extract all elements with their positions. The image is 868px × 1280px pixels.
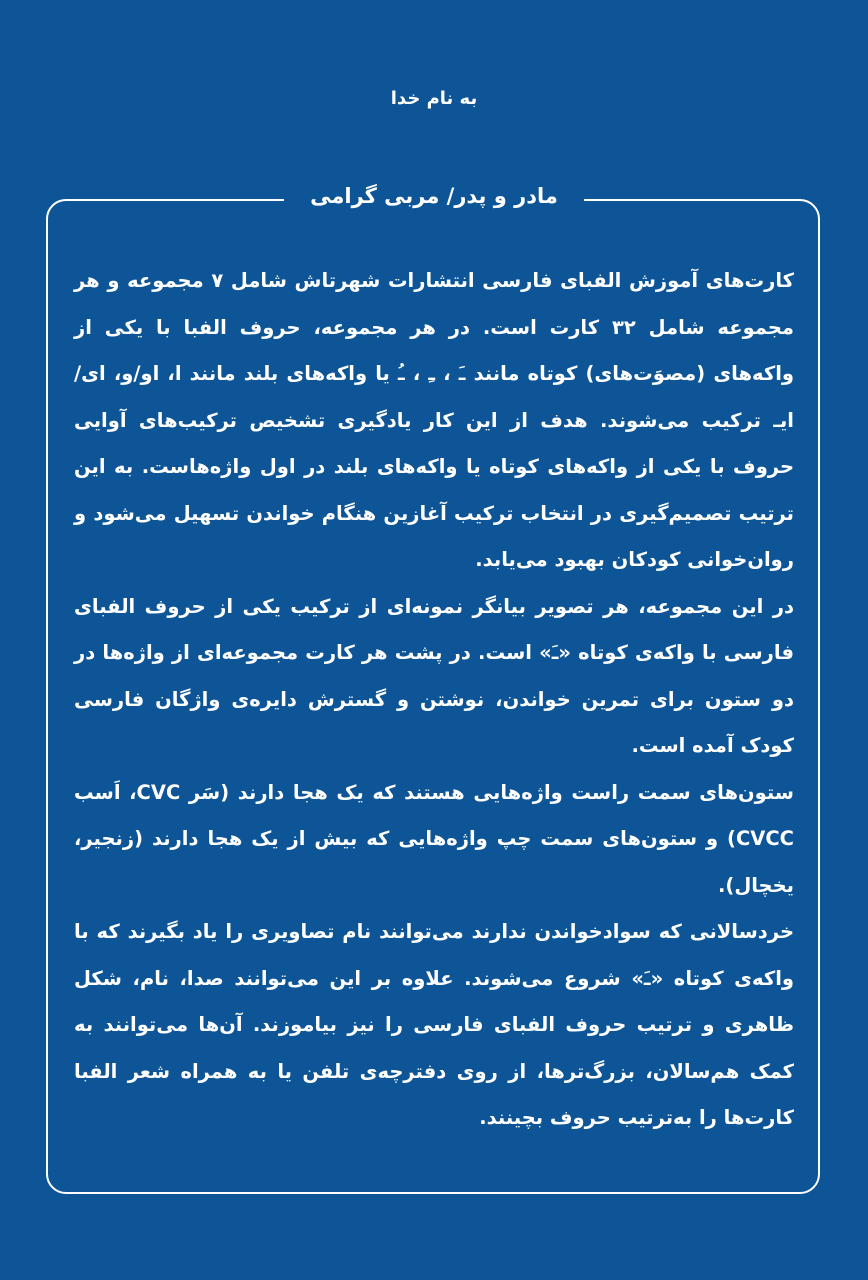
- paragraph-columns: ستون‌های سمت راست واژه‌هایی هستند که یک هجا دارند (سَر CVC، اَسب CVCC) و ستون‌های سمت چپ واژه‌هایی که بیش از یک هجا دارند (زنجیر، یخچال).: [74, 780, 794, 897]
- card-heading: مادر و پدر/ مربی گرامی: [284, 182, 584, 210]
- paragraph-intro: کارت‌های آموزش الفبای فارسی انتشارات شهرتاش شامل ۷ مجموعه و هر مجموعه شامل ۳۲ کارت است. در هر مجموعه، حروف الفبا با یکی از واکه‌های (مصوَت‌های) کوتاه مانند ـَ ، ـِ ، ـُ یا واکه‌های بلند مانند ا، او/و، ای/ایـ ترکیب می‌شوند. هدف از این کار یادگیری تشخیص ترکیب‌های آوایی حروف با یکی از واکه‌های کوتاه یا واکه‌های بلند در اول واژه‌هاست. به این ترتیب تصمیم‌گیری در انتخاب ترکیب آغازین هنگام خواندن تسهیل می‌شود و روان‌خوانی کودکان بهبود می‌یابد.: [74, 269, 794, 571]
- card-heading-wrap: [0, 182, 868, 210]
- paragraph-preschoolers: خردسالانی که سوادخواندن ندارند می‌توانند نام تصاویری را یاد بگیرند که با واکه‌ی کوتاه «ـَ» شروع می‌شوند. علاوه بر این می‌توانند صدا، نام، شکل ظاهری و ترتیب حروف الفبای فارسی را نیز بیاموزند. آن‌ها می‌توانند به کمک هم‌سالان، بزرگ‌ترها، از روی دفترچه‌ی تلفن یا به همراه شعر الفبا کارت‌ها را به‌ترتیب حروف بچینند.: [74, 920, 794, 1129]
- bismillah-title: به نام خدا: [390, 88, 478, 109]
- paragraph-collection: در این مجموعه، هر تصویر بیانگر نمونه‌ای از ترکیب یکی از حروف الفبای فارسی با واکه‌ی کوتاه «ـَ» است. در پشت هر کارت مجموعه‌ای از واژه‌ها در دو ستون برای تمرین خواندن، نوشتن و گسترش دایره‌ی واژگان فارسی کودک آمده است.: [74, 594, 794, 757]
- card-body: [74, 258, 794, 1142]
